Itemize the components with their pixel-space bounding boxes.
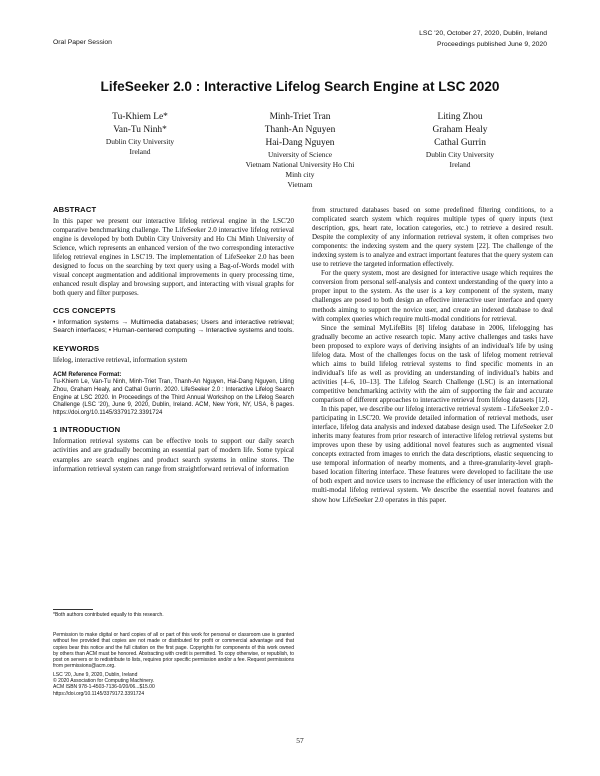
author-affiliation: Vietnam National University Ho Chi	[245, 160, 355, 169]
introduction-paragraph: Information retrieval systems can be effective tools to support our daily search activities and are gradually becoming an essential part of modern life. Some typical examples are search engines and product search systems in online stores. The information retrieval system can range from straightforward retrieval of information	[53, 437, 294, 473]
doi-line: https://doi.org/10.1145/3379172.3391724	[53, 690, 145, 697]
author-name: Graham Healy	[432, 125, 488, 135]
published-line: Proceedings published June 9, 2020	[437, 41, 547, 48]
abstract-heading: ABSTRACT	[53, 205, 97, 214]
ccs-heading: CCS CONCEPTS	[53, 306, 116, 316]
permission-notice	[53, 632, 294, 697]
right-column	[312, 206, 553, 505]
author-block-3	[390, 111, 530, 170]
author-footnote: *Both authors contributed equally to this research.	[53, 612, 164, 618]
author-affiliation: Dublin City University	[425, 150, 495, 159]
page-number: 57	[296, 736, 304, 745]
keywords-heading: KEYWORDS	[53, 343, 100, 353]
author-name: Hai-Dang Nguyen	[265, 138, 335, 148]
footnote-rule	[53, 609, 93, 610]
acm-reference-label: ACM Reference Format:	[53, 371, 122, 378]
author-affiliation: University of Science	[267, 150, 333, 159]
intro-continued-paragraph: from structured databases based on some predefined filtering conditions, to a complicated search system which requires multiple types of query inputs (text description, gps, heart rate, location categories, etc.) to retrieve a desired result. Despite the complexity of any information retrieval system, it often comprises two components: the indexing system and the query system [22]. The challenge of the indexing system is to analyze and extract important features that the query system can use to retrieve the targeted information effectively.	[312, 206, 553, 269]
introduction-heading: 1 INTRODUCTION	[53, 425, 121, 435]
left-column	[53, 205, 294, 474]
venue-line: LSC '20, October 27, 2020, Dublin, Ireland	[419, 30, 547, 37]
copyright-line: © 2020 Association for Computing Machinery.	[53, 678, 155, 685]
author-name: Liting Zhou	[437, 112, 483, 122]
author-name: Van-Tu Ninh*	[113, 125, 167, 135]
intro-paragraph-query-system: For the query system, most are designed for interactive usage which requires the conversion from personal self-analysis and context understanding of the query into a proper input to the system. As the user is a key component of the system, many challenges are posed to both design an effective interactive user interface and query methods aiming to support the novice user, and create an indexed database to deal with complex queries which require multi-modal conditions for retrieval.	[312, 269, 553, 323]
author-name: Tu-Khiem Le*	[112, 112, 168, 122]
permission-text: Permission to make digital or hard copies of all or part of this work for personal or classroom use is granted without fee provided that copies are not made or distributed for profit or commercial advantage and that copies bear this notice and the full citation on the first page. Copyrights for components of this work owned by others than ACM must be honored. Abstracting with credit is permitted. To copy otherwise, or republish, to post on servers or to redistribute to lists, requires prior specific permission and/or a fee. Request permissions from permissions@acm.org.	[53, 632, 294, 670]
author-affiliation: Dublin City University	[105, 137, 175, 146]
copyright-line: ACM ISBN 978-1-4503-7136-0/20/06...$15.00	[53, 684, 155, 691]
paper-title: LifeSeeker 2.0 : Interactive Lifelog Search Engine at LSC 2020	[100, 79, 500, 94]
copyright-line: LSC '20, June 9, 2020, Dublin, Ireland	[53, 671, 138, 678]
intro-paragraph-contribution: In this paper, we describe our lifelog interactive retrieval system - LifeSeeker 2.0 - participating in LSC'20. We provide detailed information of retrieval methods, user interface, lifelog data analysis and indexed database design used. The LifeSeeker 2.0 inherits many features from prior research of interactive lifelog retrieval systems but improves upon these by using additional novel features such as augmented visual concepts extracted from images to enrich the data descriptions, elastic sequencing to use temporal information of nearby moments, and a three-granularity-level graph-based location filtering interface. These features were developed to facilitate the use of both expert and novice users to increase the efficiency of user interaction with the multi-modal lifelog retrieval system. We describe the essential novel features and show how LifeSeeker 2.0 operates in this paper.	[312, 405, 553, 504]
keywords-text: lifelog, interactive retrieval, information system	[53, 355, 188, 364]
author-block-2	[220, 111, 380, 190]
author-affiliation: Ireland	[129, 147, 151, 156]
author-name: Minh-Triet Tran	[269, 112, 331, 122]
ccs-text: • Information systems → Multimedia databases; Users and interactive retrieval; Search interfaces; • Human-centered computing → Interactive systems and tools.	[53, 318, 294, 335]
author-affiliation: Ireland	[449, 160, 471, 169]
author-name: Thanh-An Nguyen	[264, 125, 336, 135]
running-header-session: Oral Paper Session	[53, 39, 112, 46]
intro-paragraph-lifelogging: Since the seminal MyLifeBits [8] lifelog database in 2006, lifelogging has gradually become an active research topic. Many active challenges and tasks have been proposed to explore ways of deriving insights of an individual's life by using lifelog data. Most of the challenges focus on the task of lifelog moment retrieval which aims to build lifelog retrieval systems to find specific moments in an individual's life as well as providing an understanding of individual's habits and activities [4–6, 10–13]. The Lifelog Search Challenge (LSC) is an international competitive benchmarking activity with the aim of supporting the fair and accurate comparison of different approaches to interactive retrieval from lifelog datasets [12].	[312, 323, 553, 404]
author-block-1	[70, 111, 210, 157]
running-header-venue	[419, 28, 547, 50]
acm-reference-text: Tu-Khiem Le, Van-Tu Ninh, Minh-Triet Tran, Thanh-An Nguyen, Hai-Dang Nguyen, Liting Zhou, Graham Healy, and Cathal Gurrin. 2020. LifeSeeker 2.0 : Interactive Lifelog Search Engine at LSC 2020. In Proceedings of the Third Annual Workshop on the Lifelog Search Challenge (LSC '20), June 9, 2020, Dublin, Ireland. ACM, New York, NY, USA, 6 pages. https://doi.org/10.1145/3379172.3391724	[53, 379, 294, 416]
abstract-text: In this paper we present our interactive lifelog retrieval engine in the LSC'20 comparative benchmarking challenge. The LifeSeeker 2.0 interactive lifelog retrieval engine is developed by both Dublin City University and Ho Chi Minh University of Science, which represents an enhanced version of the two corresponding interactive lifelog retrieval engines in LSC'19. The implementation of LifeSeeker 2.0 has been designed to focus on the searching by text query using a Bag-of-Words model with visual concept augmentation and additional improvements in query processing time, enhanced result display and browsing support, and interacting with visual graphs for both query and filter purposes.	[53, 217, 294, 298]
author-affiliation: Vietnam	[287, 180, 313, 189]
author-name: Cathal Gurrin	[434, 138, 486, 148]
author-affiliation: Minh city	[285, 170, 315, 179]
